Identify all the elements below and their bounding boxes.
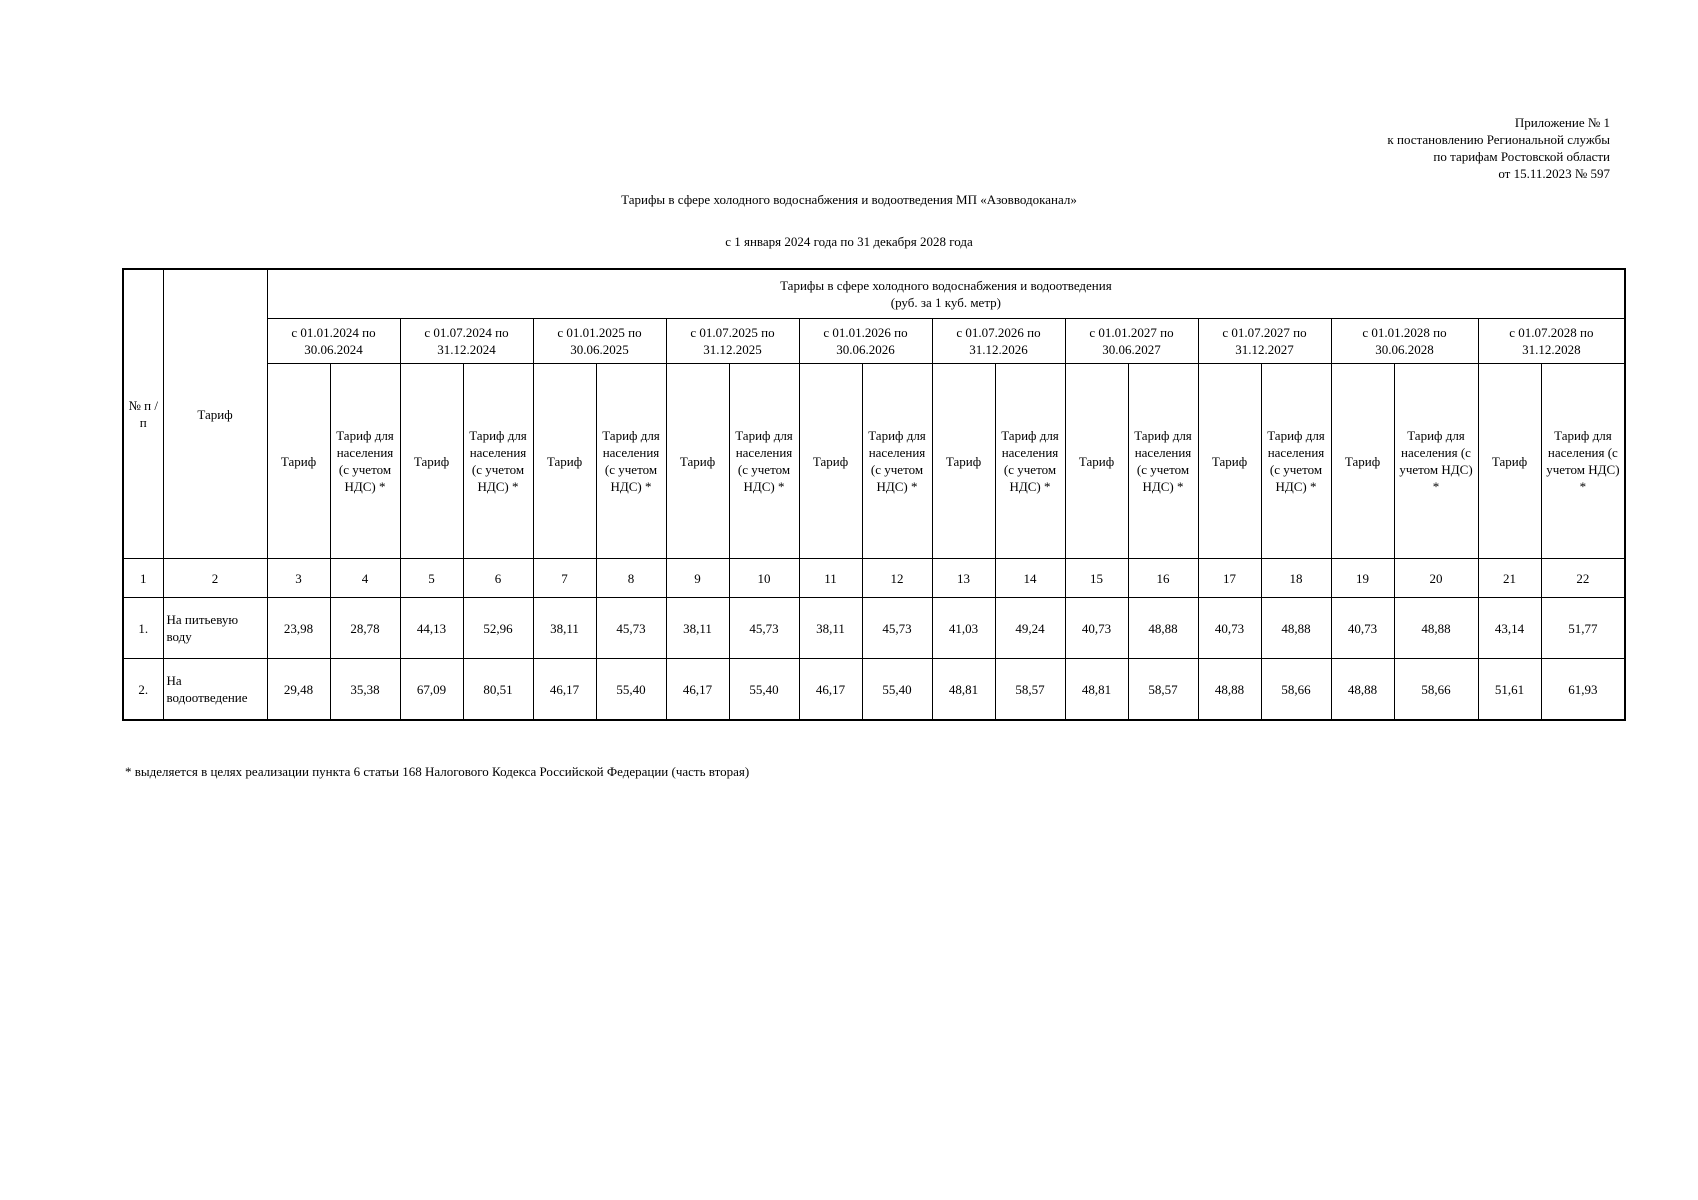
period-header: с 01.01.2028 по 30.06.2028 bbox=[1331, 319, 1478, 364]
tariff-value: 35,38 bbox=[330, 659, 400, 721]
subheader-population-tariff: Тариф для населения (с учетом НДС) * bbox=[463, 364, 533, 559]
subheader-tariff: Тариф bbox=[1065, 364, 1128, 559]
tariff-value: 58,66 bbox=[1394, 659, 1478, 721]
tariff-value: 67,09 bbox=[400, 659, 463, 721]
footnote: * выделяется в целях реализации пункта 6 статьи 168 Налогового Кодекса Российской Федерации (часть вторая) bbox=[125, 764, 750, 779]
period-header: с 01.01.2026 по 30.06.2026 bbox=[799, 319, 932, 364]
column-number: 18 bbox=[1261, 559, 1331, 598]
tariff-value: 38,11 bbox=[799, 598, 862, 659]
column-number: 7 bbox=[533, 559, 596, 598]
column-number: 6 bbox=[463, 559, 533, 598]
appendix-line: от 15.11.2023 № 597 bbox=[1498, 166, 1610, 181]
column-number: 4 bbox=[330, 559, 400, 598]
tariff-value: 48,88 bbox=[1394, 598, 1478, 659]
header-tariff: Тариф bbox=[163, 269, 267, 559]
subheader-row bbox=[123, 364, 1625, 559]
tariff-value: 41,03 bbox=[932, 598, 995, 659]
subheader-tariff: Тариф bbox=[400, 364, 463, 559]
tariff-value: 55,40 bbox=[862, 659, 932, 721]
period-row bbox=[123, 319, 1625, 364]
tariff-value: 38,11 bbox=[666, 598, 729, 659]
column-number: 14 bbox=[995, 559, 1065, 598]
subheader-population-tariff: Тариф для населения (с учетом НДС) * bbox=[1394, 364, 1478, 559]
tariff-table bbox=[122, 268, 1626, 721]
document-subtitle: с 1 января 2024 года по 31 декабря 2028 года bbox=[725, 234, 973, 249]
tariff-value: 55,40 bbox=[729, 659, 799, 721]
column-number: 22 bbox=[1541, 559, 1625, 598]
tariff-value: 44,13 bbox=[400, 598, 463, 659]
period-header: с 01.01.2027 по 30.06.2027 bbox=[1065, 319, 1198, 364]
column-number: 3 bbox=[267, 559, 330, 598]
subheader-tariff: Тариф bbox=[1198, 364, 1261, 559]
table-row bbox=[123, 598, 1625, 659]
tariff-value: 46,17 bbox=[666, 659, 729, 721]
tariff-value: 80,51 bbox=[463, 659, 533, 721]
tariff-value: 48,81 bbox=[1065, 659, 1128, 721]
subheader-tariff: Тариф bbox=[1331, 364, 1394, 559]
tariff-value: 46,17 bbox=[533, 659, 596, 721]
tariff-value: 43,14 bbox=[1478, 598, 1541, 659]
row-number: 1. bbox=[123, 598, 163, 659]
document-title: Тарифы в сфере холодного водоснабжения и водоотведения МП «Азовводоканал» bbox=[621, 192, 1077, 207]
appendix-line: к постановлению Региональной службы bbox=[1387, 132, 1610, 147]
column-number: 13 bbox=[932, 559, 995, 598]
column-number: 19 bbox=[1331, 559, 1394, 598]
row-tariff-name: На питьевую воду bbox=[163, 598, 267, 659]
column-number: 2 bbox=[163, 559, 267, 598]
column-number-row bbox=[123, 559, 1625, 598]
tariff-value: 48,88 bbox=[1128, 598, 1198, 659]
column-number: 15 bbox=[1065, 559, 1128, 598]
subheader-tariff: Тариф bbox=[666, 364, 729, 559]
tariff-value: 45,73 bbox=[862, 598, 932, 659]
row-tariff-name: На водоотведение bbox=[163, 659, 267, 721]
period-header: с 01.07.2025 по 31.12.2025 bbox=[666, 319, 799, 364]
table-row bbox=[123, 659, 1625, 721]
period-header: с 01.07.2027 по 31.12.2027 bbox=[1198, 319, 1331, 364]
column-number: 21 bbox=[1478, 559, 1541, 598]
tariff-value: 40,73 bbox=[1331, 598, 1394, 659]
row-number: 2. bbox=[123, 659, 163, 721]
tariff-value: 45,73 bbox=[729, 598, 799, 659]
tariff-value: 49,24 bbox=[995, 598, 1065, 659]
column-number: 12 bbox=[862, 559, 932, 598]
appendix-header bbox=[1387, 114, 1610, 182]
column-number: 8 bbox=[596, 559, 666, 598]
tariff-value: 52,96 bbox=[463, 598, 533, 659]
period-header: с 01.07.2028 по 31.12.2028 bbox=[1478, 319, 1625, 364]
appendix-line: Приложение № 1 bbox=[1514, 115, 1610, 130]
column-number: 1 bbox=[123, 559, 163, 598]
tariff-value: 48,88 bbox=[1198, 659, 1261, 721]
tariff-value: 40,73 bbox=[1198, 598, 1261, 659]
tariff-value: 23,98 bbox=[267, 598, 330, 659]
header-number: № п /п bbox=[123, 269, 163, 559]
subheader-tariff: Тариф bbox=[533, 364, 596, 559]
tariff-value: 45,73 bbox=[596, 598, 666, 659]
subheader-population-tariff: Тариф для населения (с учетом НДС) * bbox=[1541, 364, 1625, 559]
tariff-value: 58,57 bbox=[995, 659, 1065, 721]
column-number: 5 bbox=[400, 559, 463, 598]
subheader-tariff: Тариф bbox=[932, 364, 995, 559]
column-number: 16 bbox=[1128, 559, 1198, 598]
subheader-population-tariff: Тариф для населения (с учетом НДС) * bbox=[862, 364, 932, 559]
tariff-value: 48,88 bbox=[1331, 659, 1394, 721]
column-number: 9 bbox=[666, 559, 729, 598]
tariff-value: 46,17 bbox=[799, 659, 862, 721]
column-number: 10 bbox=[729, 559, 799, 598]
column-number: 20 bbox=[1394, 559, 1478, 598]
subheader-population-tariff: Тариф для населения (с учетом НДС) * bbox=[596, 364, 666, 559]
tariff-value: 48,81 bbox=[932, 659, 995, 721]
tariff-value: 55,40 bbox=[596, 659, 666, 721]
subheader-tariff: Тариф bbox=[799, 364, 862, 559]
subheader-population-tariff: Тариф для населения (с учетом НДС) * bbox=[729, 364, 799, 559]
tariff-value: 40,73 bbox=[1065, 598, 1128, 659]
tariff-value: 28,78 bbox=[330, 598, 400, 659]
tariff-value: 58,57 bbox=[1128, 659, 1198, 721]
tariff-value: 38,11 bbox=[533, 598, 596, 659]
period-header: с 01.01.2025 по 30.06.2025 bbox=[533, 319, 666, 364]
subheader-population-tariff: Тариф для населения (с учетом НДС) * bbox=[330, 364, 400, 559]
column-number: 11 bbox=[799, 559, 862, 598]
tariff-value: 51,77 bbox=[1541, 598, 1625, 659]
subheader-tariff: Тариф bbox=[1478, 364, 1541, 559]
subheader-population-tariff: Тариф для населения (с учетом НДС) * bbox=[1261, 364, 1331, 559]
tariff-value: 29,48 bbox=[267, 659, 330, 721]
subheader-population-tariff: Тариф для населения (с учетом НДС) * bbox=[1128, 364, 1198, 559]
tariff-value: 48,88 bbox=[1261, 598, 1331, 659]
tariff-value: 58,66 bbox=[1261, 659, 1331, 721]
subheader-tariff: Тариф bbox=[267, 364, 330, 559]
appendix-line: по тарифам Ростовской области bbox=[1433, 149, 1610, 164]
header-group-unit: (руб. за 1 куб. метр) bbox=[890, 295, 1001, 310]
header-tariff-group bbox=[267, 269, 1625, 319]
period-header: с 01.07.2024 по 31.12.2024 bbox=[400, 319, 533, 364]
tariff-value: 51,61 bbox=[1478, 659, 1541, 721]
header-row bbox=[123, 269, 1625, 319]
period-header: с 01.01.2024 по 30.06.2024 bbox=[267, 319, 400, 364]
column-number: 17 bbox=[1198, 559, 1261, 598]
header-group-line: Тарифы в сфере холодного водоснабжения и водоотведения bbox=[780, 278, 1112, 293]
tariff-value: 61,93 bbox=[1541, 659, 1625, 721]
subheader-population-tariff: Тариф для населения (с учетом НДС) * bbox=[995, 364, 1065, 559]
period-header: с 01.07.2026 по 31.12.2026 bbox=[932, 319, 1065, 364]
